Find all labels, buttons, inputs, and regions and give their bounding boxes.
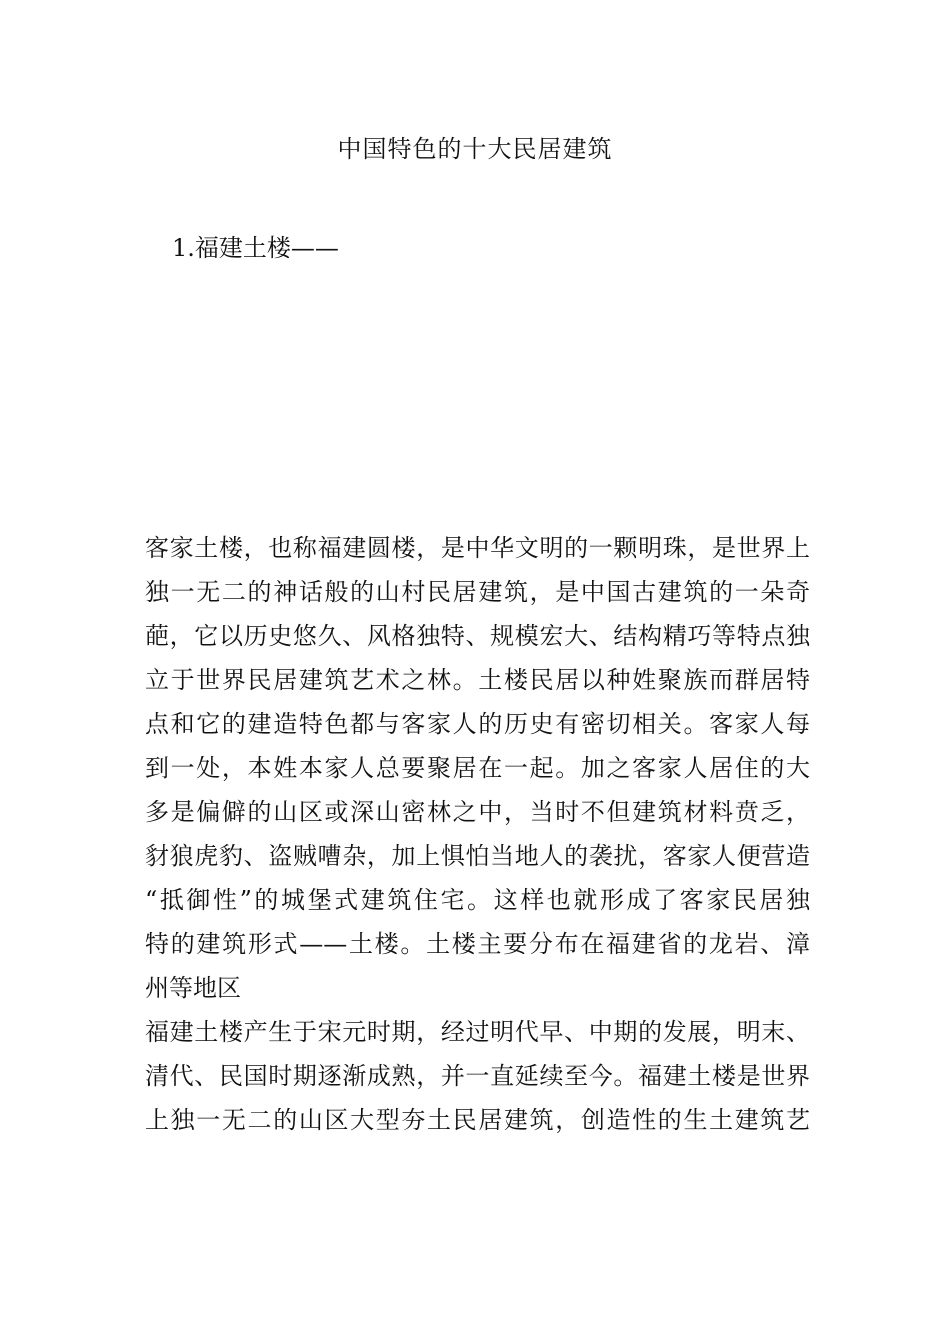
body-line: 立于世界民居建筑艺术之林。土楼民居以种姓聚族而群居特 — [145, 666, 810, 694]
body-line: 点和它的建造特色都与客家人的历史有密切相关。客家人每 — [145, 710, 810, 738]
document-title: 中国特色的十大民居建筑 — [337, 135, 613, 163]
body-line: “抵御性”的城堡式建筑住宅。这样也就形成了客家民居独 — [145, 886, 810, 914]
body-line: 特的建筑形式——土楼。土楼主要分布在福建省的龙岩、漳 — [145, 930, 810, 958]
body-line: 客家土楼，也称福建圆楼，是中华文明的一颗明珠，是世界上 — [145, 534, 810, 562]
section-heading: 1.福建土楼—— — [172, 234, 339, 262]
body-line: 到一处，本姓本家人总要聚居在一起。加之客家人居住的大 — [145, 754, 810, 782]
body-line: 豺狼虎豹、盗贼嘈杂，加上惧怕当地人的袭扰，客家人便营造 — [145, 842, 810, 870]
body-line: 葩，它以历史悠久、风格独特、规模宏大、结构精巧等特点独 — [145, 622, 810, 650]
body-paragraph — [145, 526, 810, 1142]
body-line: 清代、民国时期逐渐成熟，并一直延续至今。福建土楼是世界 — [145, 1062, 810, 1090]
body-line: 多是偏僻的山区或深山密林之中，当时不但建筑材料贲乏， — [145, 798, 810, 826]
body-line: 福建土楼产生于宋元时期，经过明代早、中期的发展，明末、 — [145, 1018, 810, 1046]
body-line: 独一无二的神话般的山村民居建筑，是中国古建筑的一朵奇 — [145, 578, 810, 606]
body-line: 上独一无二的山区大型夯土民居建筑，创造性的生土建筑艺 — [145, 1106, 810, 1134]
body-line: 州等地区 — [145, 974, 241, 1002]
